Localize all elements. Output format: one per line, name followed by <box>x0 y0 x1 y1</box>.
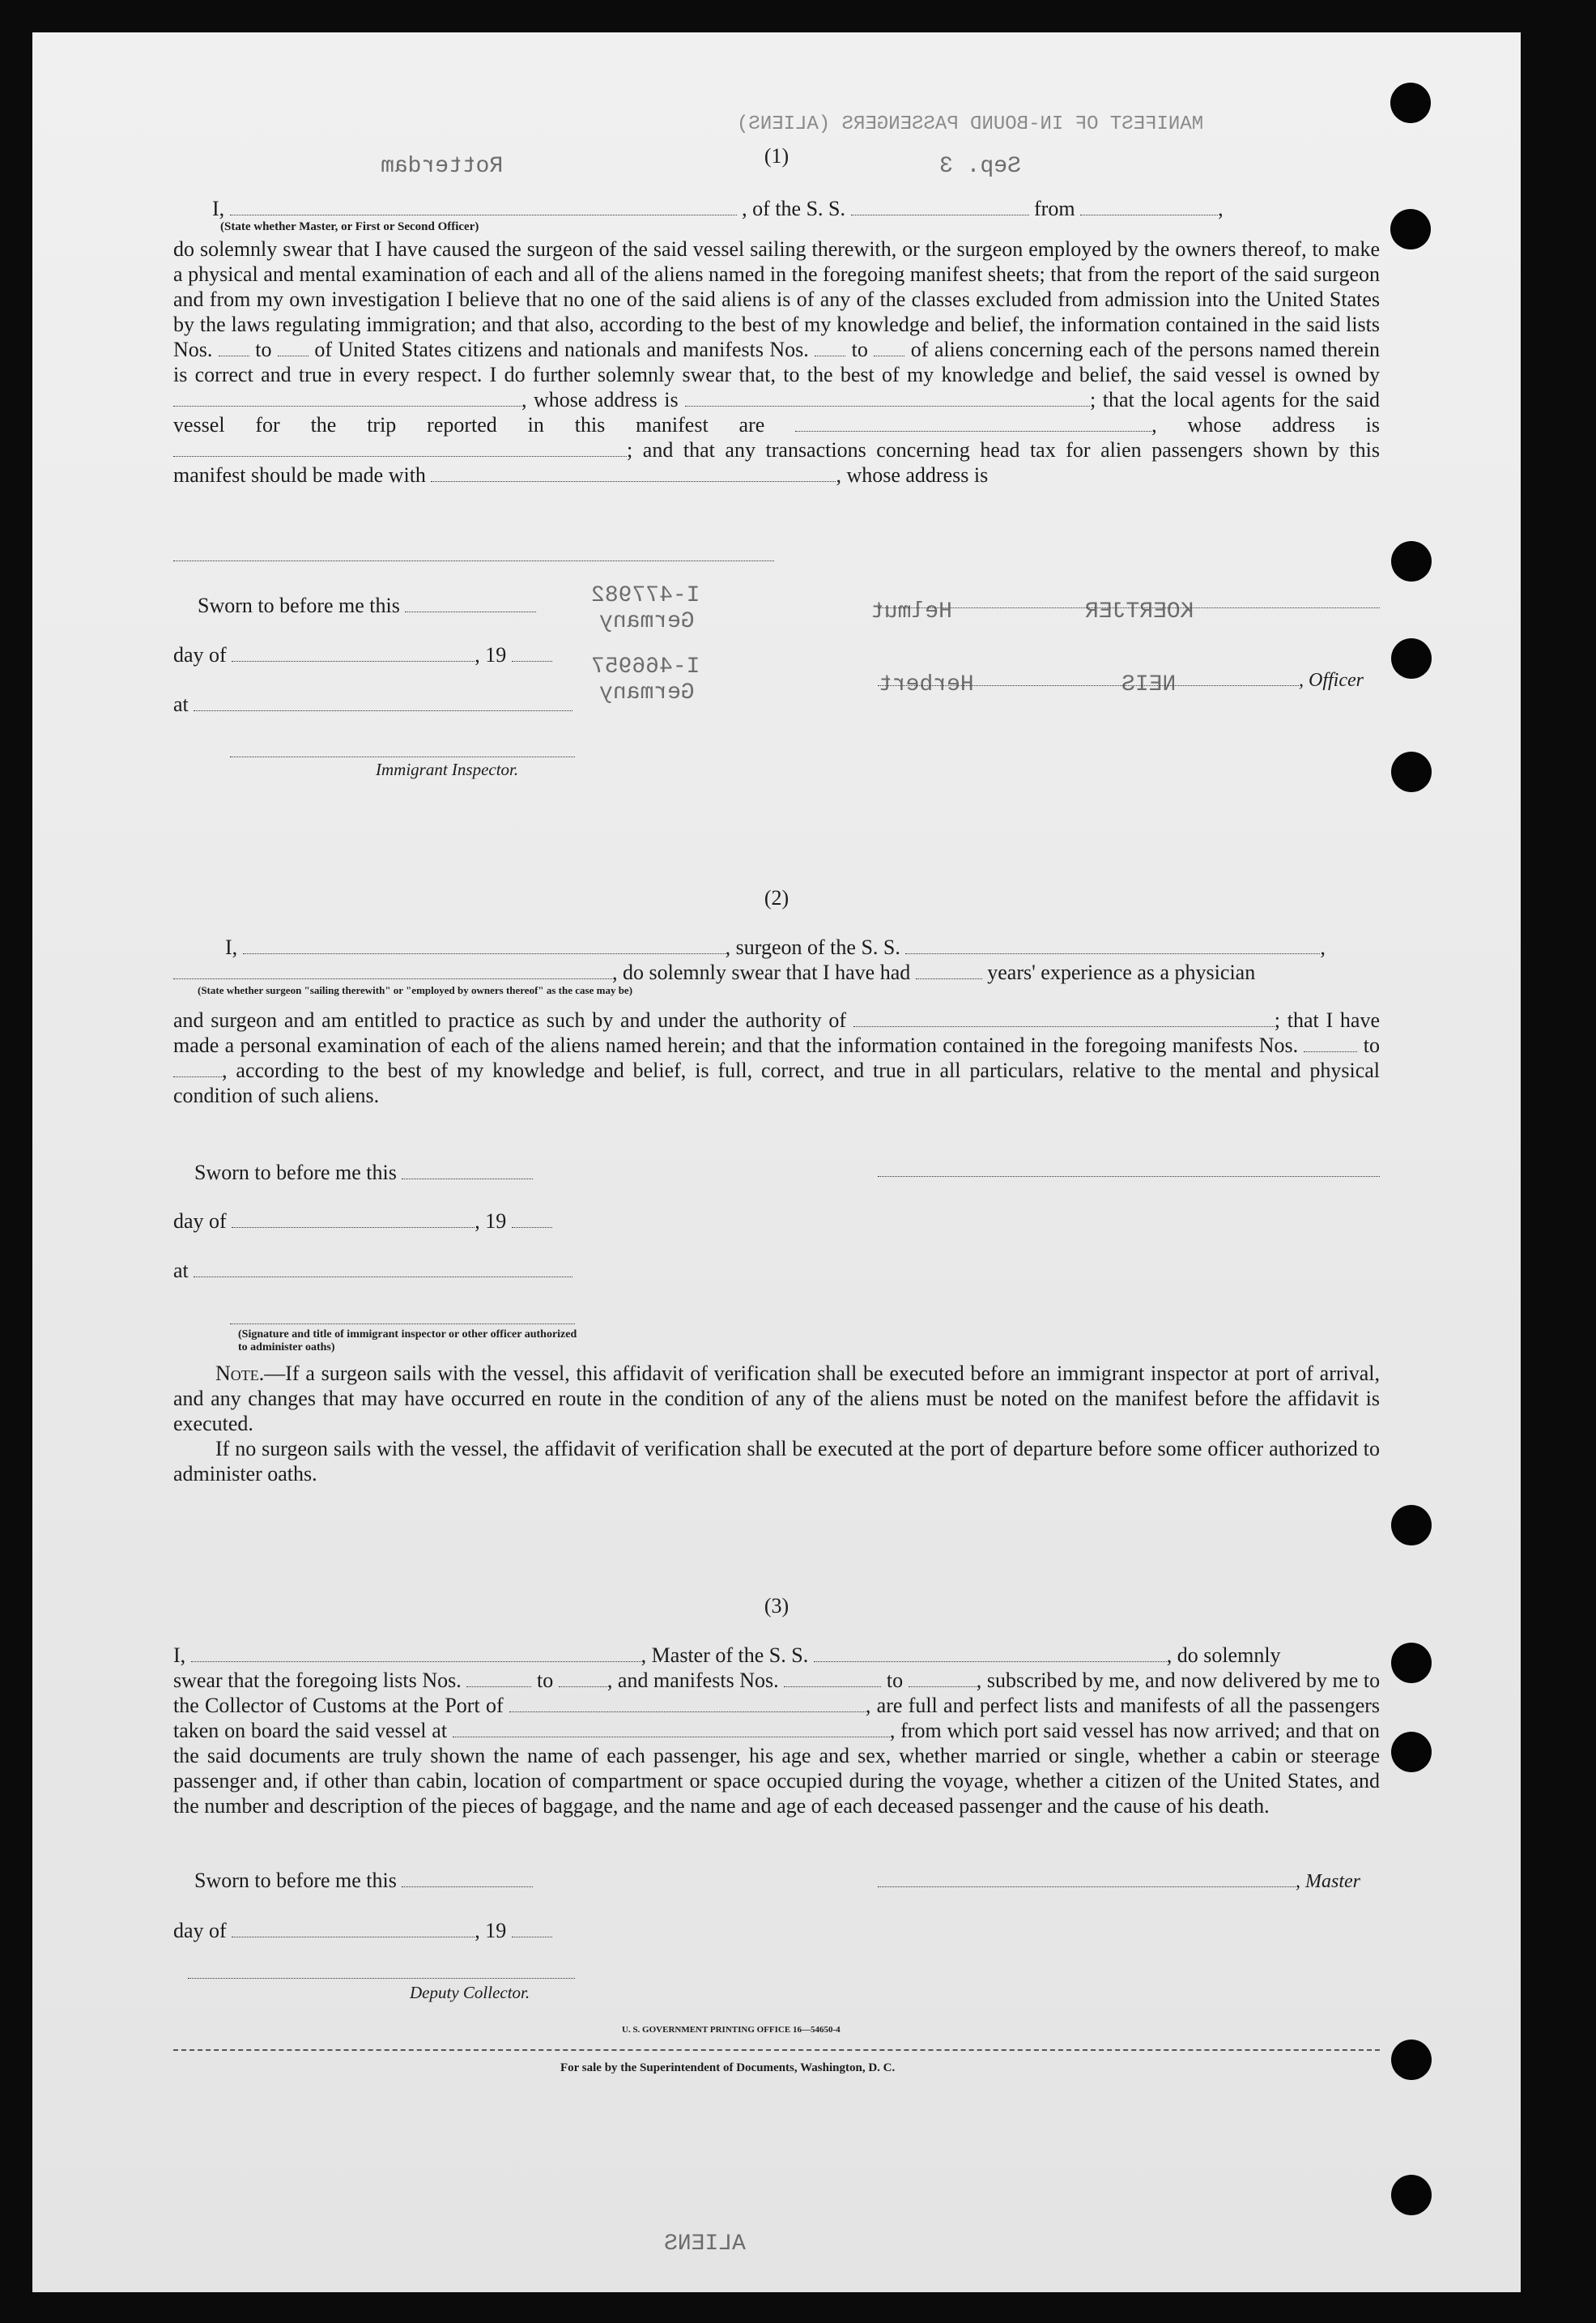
oath-text: ; <box>1090 388 1096 411</box>
manifests-to-blank <box>874 338 904 356</box>
oath-text: , whose address is <box>836 463 989 487</box>
oath-text: , do solemnly <box>1166 1643 1281 1667</box>
oath-text: , according to the best of my knowledge and belief, is full, correct, and true in all particulars, relative to the mental and physical condition of such aliens. <box>173 1059 1380 1107</box>
sworn-label: Sworn to before me this <box>198 594 400 617</box>
bleed-text: MANIFEST OF IN-BOUND PASSENGERS (ALIENS) <box>737 113 1204 135</box>
master-signature-blank <box>878 1869 1296 1887</box>
vessel-name-blank <box>905 936 1320 954</box>
vessel-name-blank <box>814 1643 1167 1662</box>
lists-to-blank <box>559 1669 607 1687</box>
punch-hole <box>1391 752 1432 792</box>
punch-hole <box>1391 1505 1432 1545</box>
punch-hole <box>1391 638 1432 679</box>
oath-paragraph: do solemnly swear that I have caused the surgeon of the said vessel sailing therewith, or the surgeon employed by the owners thereof, to make a physical and mental examination of each and all of the aliens named in the foregoing manifest sheets; that from the report of the said surgeon and from my own investigation I believe that no one of the said aliens is of any of the classes excluded from admission into the United States by the laws regulating immigration; and that also, according to the best of my knowledge and belief, the information contained in the said lists Nos. to of United States citizens and nationals and manifests Nos. to of aliens concerning each of the persons named therein is correct and true in every respect. I do further solemnly swear that, to the best of my knowledge and belief, the said vessel is owned by , whose address is ; that the local agents for the said vessel for the trip reported in this manifest are , whose address is ; and that any transactions concerning head tax for alien passengers shown by this manifest should be made with , whose address is <box>173 237 1381 487</box>
surgeon-status-blank <box>173 961 612 979</box>
oath-text: and surgeon and am entitled to practice as such by and under the authority of <box>173 1008 847 1032</box>
oath-paragraph <box>173 1668 1380 1818</box>
surgeon-caption: (State whether surgeon "sailing therewith" or "employed by owners thereof" as the case may be) <box>198 984 633 996</box>
signature-blank <box>878 1176 1380 1177</box>
officer-signature-line-upper <box>878 607 1380 608</box>
sworn-line <box>198 593 536 618</box>
deputy-signature-blank <box>188 1978 575 1979</box>
day-label: day of <box>173 1919 227 1942</box>
punch-hole <box>1390 209 1431 249</box>
year-label: , 19 <box>475 1209 507 1233</box>
port-blank <box>509 1694 866 1712</box>
signature-caption: (Signature and title of immigrant inspector or other officer authorized to administer oaths) <box>238 1328 577 1353</box>
punch-hole <box>1391 1643 1432 1683</box>
bleed-text: NEIS <box>1121 672 1177 697</box>
bleed-text: ALIENS <box>664 2231 746 2257</box>
oath-text: I, <box>212 197 225 220</box>
surgeon-name-blank <box>243 936 726 954</box>
day-label: day of <box>173 643 227 667</box>
gpo-imprint: U. S. GOVERNMENT PRINTING OFFICE 16—54650-4 <box>622 2025 841 2035</box>
officer-name-blank <box>230 197 737 215</box>
year-label: , 19 <box>475 1919 507 1942</box>
oath-text: , and manifests Nos. <box>606 1669 779 1692</box>
sworn-label: Sworn to before me this <box>194 1161 397 1184</box>
footer-rule <box>173 2049 1380 2051</box>
officer-line <box>878 667 1364 693</box>
oath-text: I, <box>225 936 238 959</box>
punch-hole <box>1391 2175 1432 2215</box>
at-label: at <box>173 693 189 716</box>
bleed-text: I-466957 <box>591 654 700 680</box>
master-label: , Master <box>1296 1871 1360 1892</box>
oath-line <box>173 1643 1281 1668</box>
agents-address-blank <box>173 438 627 457</box>
sworn-date-blank <box>405 594 536 612</box>
owner-blank <box>173 388 521 407</box>
at-place-blank <box>194 693 572 711</box>
authority-blank <box>853 1008 1275 1027</box>
owner-address-blank <box>685 388 1090 407</box>
port-departure-blank <box>453 1719 890 1737</box>
bleed-text: Rotterdam <box>381 154 504 179</box>
officer-signature-blank <box>878 667 1299 686</box>
section-number: (1) <box>764 144 789 168</box>
oath-text: that the local agents for the said vessel for the trip reported in this manifest are <box>173 388 1381 437</box>
inspector-signature-blank <box>230 1323 575 1324</box>
at-line <box>173 692 572 717</box>
day-line <box>173 642 552 667</box>
vessel-name-blank <box>851 197 1029 215</box>
oath-text: , from which port said vessel has now arrived; and that on the said documents are truly shown the name of each passenger, his age and sex, whether married or single, whether a cabin or steerage passenger and, if other than cabin, location of compartment or space occupied during the voyage, whether a citizen of the United States, and the number and description of the pieces of baggage, and the name and age of each deceased passenger and the cause of his death. <box>173 1719 1381 1818</box>
officer-caption: (State whether Master, or First or Second Officer) <box>220 220 479 233</box>
bleed-text: Sep. 3 <box>939 154 1021 179</box>
at-line <box>173 1258 572 1283</box>
year-blank <box>512 643 552 662</box>
year-blank <box>512 1919 552 1937</box>
lists-to-blank <box>278 338 309 356</box>
note-paragraph <box>173 1361 1380 1436</box>
oath-text: to <box>1363 1034 1381 1057</box>
sale-imprint: For sale by the Superintendent of Documents, Washington, D. C. <box>560 2061 896 2074</box>
sworn-line <box>194 1160 533 1185</box>
oath-line: I, , surgeon of the S. S. , <box>225 936 1326 959</box>
note-label: Note. <box>215 1362 265 1385</box>
oath-text: to <box>255 338 272 361</box>
day-blank <box>232 1919 475 1937</box>
oath-text: , subscribed by me, and now delivered by me to the Collector of Customs at the Port of <box>173 1669 1381 1717</box>
manifests-from-blank <box>1304 1034 1357 1052</box>
bleed-text: Germany <box>599 680 695 705</box>
day-line <box>173 1918 552 1943</box>
oath-text: of aliens concerning each of the persons named therein is correct and true in every respect. I do further solemnly swear that, to the best of my knowledge and belief, the said vessel is owned by <box>173 338 1381 386</box>
note-text: If no surgeon sails with the vessel, the affidavit of verification shall be executed at the port of departure before some officer authorized to administer oaths. <box>173 1437 1380 1485</box>
sworn-line <box>194 1868 533 1893</box>
day-line <box>173 1208 552 1234</box>
oath-text: do solemnly swear that I have caused the surgeon of the said vessel sailing therewith, or the surgeon employed by the owners thereof, to make a physical and mental examination of each and all of the aliens named in the foregoing manifest sheets; that from the report of the said surgeon and from my own investigation I believe that no one of the said aliens is of any of the classes excluded from admission into the United States by the laws regulating immigration; and that also, according to the best of my knowledge and belief, the information contained in the said lists Nos. <box>173 237 1380 361</box>
master-name-blank <box>191 1643 641 1662</box>
bleed-text: Helmut <box>870 599 952 624</box>
year-label: , 19 <box>475 643 507 667</box>
years-blank <box>916 961 982 979</box>
manifests-to-blank <box>909 1669 977 1687</box>
oath-text: whose address is <box>1187 413 1381 437</box>
oath-text: I, <box>173 1643 186 1667</box>
oath-text: , surgeon of the S. S. <box>725 936 900 959</box>
oath-text: to <box>536 1669 554 1692</box>
lists-from-blank <box>219 338 249 356</box>
agents-blank <box>795 413 1151 432</box>
head-tax-blank <box>431 463 836 482</box>
officer-label: , Officer <box>1299 670 1364 691</box>
oath-text: to <box>886 1669 904 1692</box>
punch-hole <box>1391 541 1432 582</box>
punch-hole <box>1390 83 1431 123</box>
note-text: —If a surgeon sails with the vessel, this affidavit of verification shall be executed before an immigrant inspector at port of arrival, and any changes that may have occurred en route in the condition of any of the aliens must be noted on the manifest before the affidavit is executed. <box>173 1362 1380 1435</box>
year-blank <box>512 1209 552 1228</box>
oath-text: , are full and perfect lists and manifests of all the passengers taken on board the said vessel at <box>173 1694 1381 1742</box>
oath-line: I, , of the S. S. from , <box>212 197 1224 220</box>
manifests-to-blank <box>173 1059 222 1077</box>
sworn-date-blank <box>402 1161 533 1179</box>
section-number: (3) <box>764 1594 789 1618</box>
oath-text: of United States citizens and nationals and manifests Nos. <box>314 338 809 361</box>
bleed-text: I-477982 <box>591 583 700 608</box>
lists-from-blank <box>466 1669 531 1687</box>
bleed-text: Herbert <box>879 672 974 697</box>
punch-hole <box>1391 2040 1432 2080</box>
oath-text: , do solemnly swear that I have had <box>612 961 911 984</box>
bleed-text: KOERTJER <box>1085 599 1194 624</box>
oath-line <box>173 960 1255 985</box>
oath-text: years' experience as a physician <box>987 961 1256 984</box>
section-number: (2) <box>764 886 789 910</box>
oath-paragraph: and surgeon and am entitled to practice as such by and under the authority of ; that I have made a personal examination of each of the aliens named herein; and that the information contained in the foregoing manifests Nos. to, according to the best of my knowledge and belief, is full, correct, and true in all particulars, relative to the mental and physical condition of such aliens. <box>173 1008 1381 1107</box>
day-blank <box>232 1209 475 1228</box>
manifests-from-blank <box>815 338 845 356</box>
manifests-from-blank <box>784 1669 881 1687</box>
punch-hole <box>1391 1732 1432 1772</box>
oath-text: swear that the foregoing lists Nos. <box>173 1669 462 1692</box>
at-label: at <box>173 1259 189 1282</box>
oath-text: that I have made a personal examination of each of the aliens named herein; and that the information contained in the foregoing manifests Nos. <box>173 1008 1381 1057</box>
oath-text: ; and that any transactions concerning head tax for alien passengers shown by this manifest should be made with <box>173 438 1380 487</box>
port-from-blank <box>1080 197 1218 215</box>
sworn-date-blank <box>402 1869 533 1887</box>
oath-text: , of the S. S. <box>742 197 846 220</box>
inspector-caption: Immigrant Inspector. <box>376 760 519 779</box>
oath-text: from <box>1034 197 1075 220</box>
day-blank <box>232 643 475 662</box>
oath-text: , whose address is <box>521 388 679 411</box>
note-paragraph <box>173 1436 1380 1486</box>
day-label: day of <box>173 1209 227 1233</box>
sworn-label: Sworn to before me this <box>194 1869 397 1892</box>
oath-text: , Master of the S. S. <box>641 1643 809 1667</box>
deputy-caption: Deputy Collector. <box>410 1983 530 2002</box>
at-place-blank <box>194 1259 572 1277</box>
manifest-back-page <box>32 32 1521 2292</box>
oath-text: to <box>851 338 868 361</box>
master-line <box>878 1868 1360 1895</box>
bleed-text: Germany <box>599 609 695 634</box>
